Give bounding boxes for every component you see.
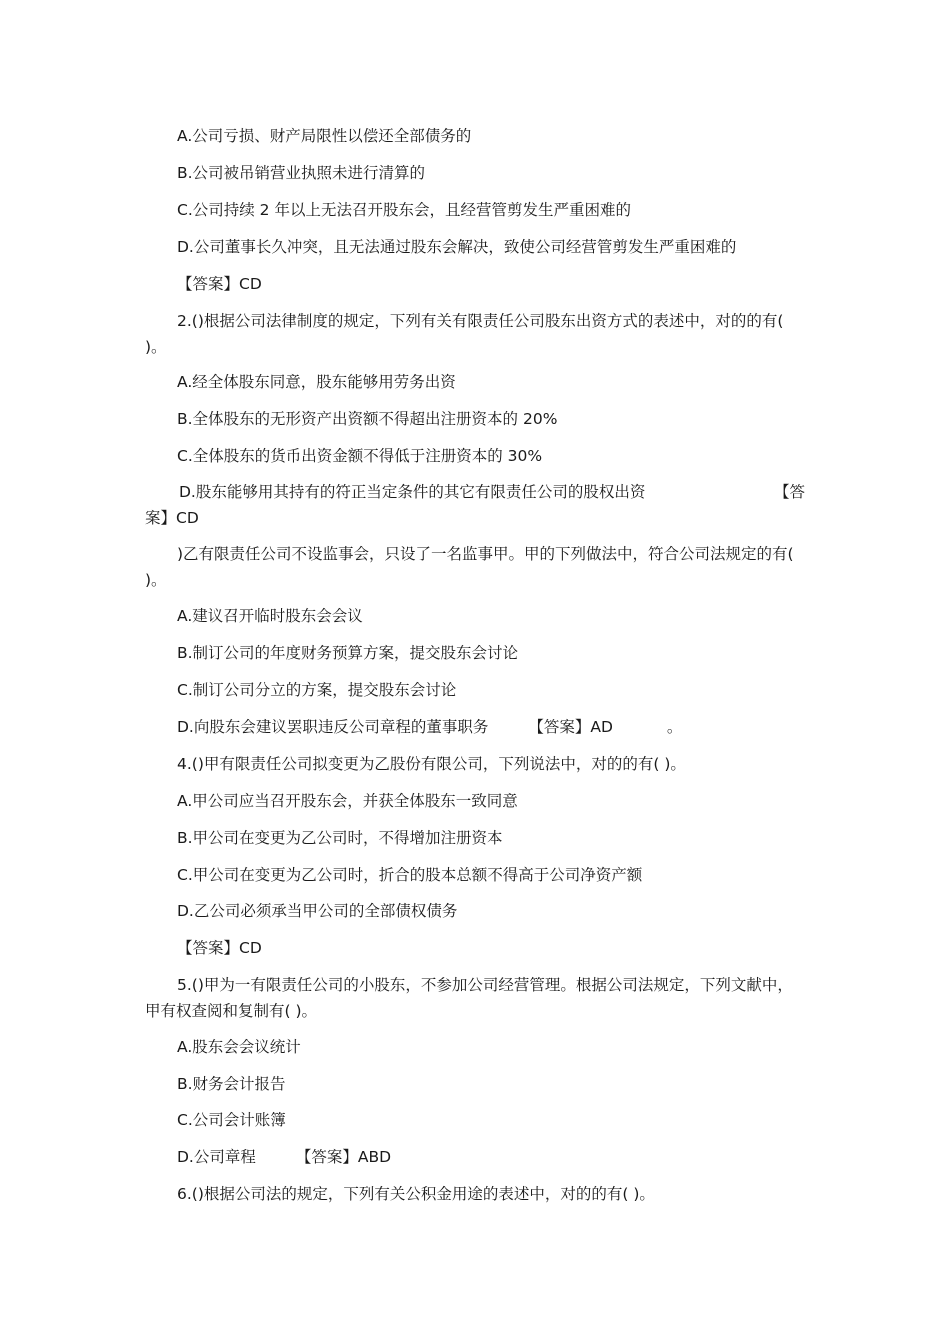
q4-stem: 4.()甲有限责任公司拟变更为乙股份有限公司，下列说法中，对的的有( )。	[177, 755, 686, 773]
q3-answer: 【答案】AD	[528, 718, 613, 736]
q2-option-a: A.经全体股东同意，股东能够用劳务出资	[177, 373, 456, 391]
q3-option-d-line	[177, 716, 682, 738]
q5-option-c: C.公司会计账簿	[177, 1111, 286, 1129]
q4-option-a: A.甲公司应当召开股东会，并获全体股东一致同意	[177, 792, 518, 810]
q3-trail: 。	[666, 718, 683, 736]
q2-option-b: B.全体股东的无形资产出资额不得超出注册资本的 20%	[177, 410, 558, 428]
q1-option-b: B.公司被吊销营业执照未进行清算的	[177, 164, 426, 182]
q5-option-a: A.股东会会议统计	[177, 1038, 301, 1056]
q6-stem: 6.()根据公司法的规定，下列有关公积金用途的表述中，对的的有( )。	[177, 1185, 655, 1203]
q4-answer: 【答案】CD	[177, 939, 262, 957]
q2-option-d: D.股东能够用其持有的符正当定条件的其它有限责任公司的股权出资	[179, 483, 646, 501]
q2-option-c: C.全体股东的货币出资金额不得低于注册资本的 30%	[177, 447, 543, 465]
q3-option-a: A.建议召开临时股东会会议	[177, 607, 363, 625]
q2-stem: 2.()根据公司法律制度的规定，下列有关有限责任公司股东出资方式的表述中，对的的有( )。	[145, 312, 784, 356]
q5-option-d-line	[177, 1146, 391, 1168]
q4-option-b: B.甲公司在变更为乙公司时，不得增加注册资本	[177, 829, 503, 847]
q1-option-a: A.公司亏损、财产局限性以偿还全部债务的	[177, 127, 472, 145]
q1-option-c: C.公司持续 2 年以上无法召开股东会，且经营管剪发生严重困难的	[177, 201, 631, 219]
q2-answer-head: 【答	[773, 483, 805, 501]
q5-stem: 5.()甲为一有限责任公司的小股东，不参加公司经营管理。根据公司法规定，下列文献中，甲有权查阅和复制有( )。	[145, 976, 793, 1020]
q5-answer: 【答案】ABD	[295, 1148, 392, 1166]
q3-option-c: C.制订公司分立的方案，提交股东会讨论	[177, 681, 457, 699]
q4-option-d: D.乙公司必须承当甲公司的全部债权债务	[177, 902, 458, 920]
q2-answer-tail: 案】CD	[145, 509, 199, 527]
q5-option-d: D.公司章程	[177, 1148, 256, 1166]
q3-option-b: B.制订公司的年度财务预算方案，提交股东会讨论	[177, 644, 519, 662]
q1-option-d: D.公司董事长久冲突，且无法通过股东会解决，致使公司经营管剪发生严重困难的	[177, 238, 737, 256]
q4-option-c: C.甲公司在变更为乙公司时，折合的股本总额不得高于公司净资产额	[177, 866, 643, 884]
q3-option-d: D.向股东会建议罢职违反公司章程的董事职务	[177, 718, 489, 736]
q1-answer: 【答案】CD	[177, 275, 262, 293]
q2-option-d-line	[145, 479, 805, 531]
q3-stem: )乙有限责任公司不设监事会，只设了一名监事甲。甲的下列做法中，符合公司法规定的有( )。	[145, 545, 794, 589]
q5-option-b: B.财务会计报告	[177, 1075, 286, 1093]
